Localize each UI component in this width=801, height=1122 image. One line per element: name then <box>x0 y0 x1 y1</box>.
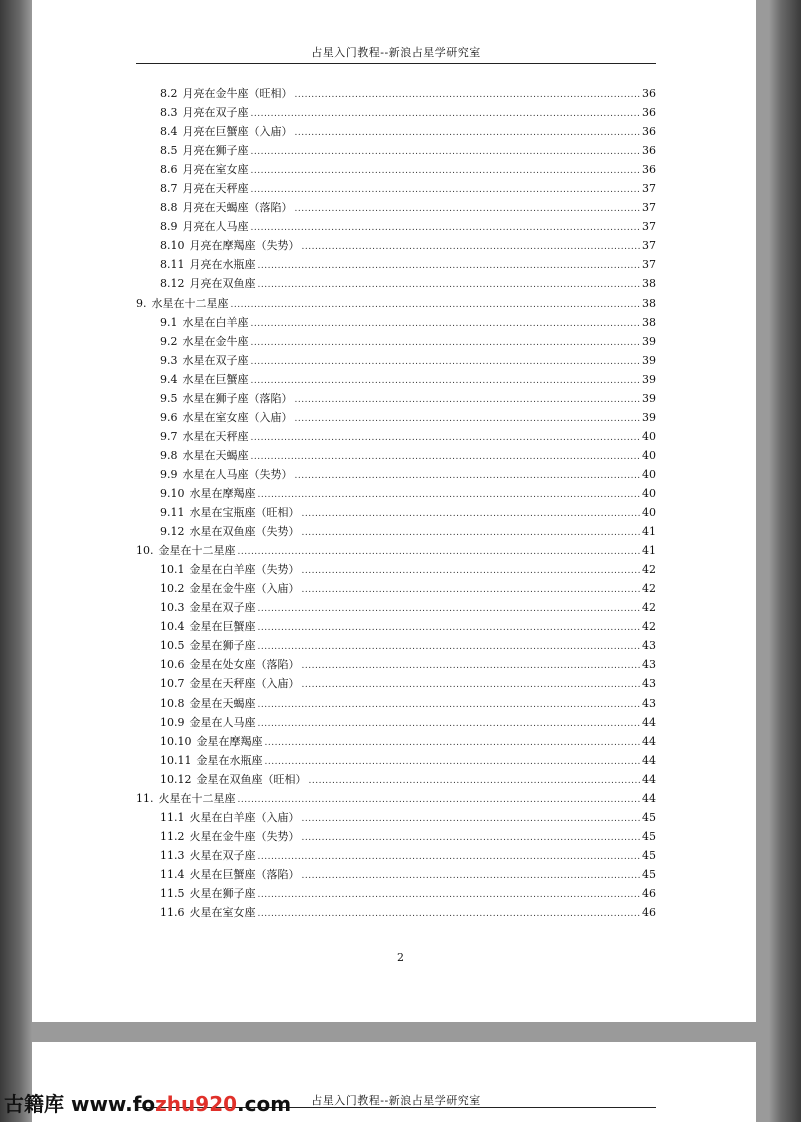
toc-entry-number: 9.7 <box>160 429 178 443</box>
toc-entry-number: 8.11 <box>160 258 185 272</box>
toc-entry-number: 11.1 <box>160 810 185 824</box>
toc-entry-page: 45 <box>642 810 656 824</box>
toc-dot-leader <box>238 795 641 805</box>
toc-entry[interactable] <box>136 237 656 256</box>
toc-entry[interactable] <box>136 314 656 333</box>
toc-dot-leader <box>258 909 641 919</box>
toc-entry-number: 10.5 <box>160 639 185 653</box>
toc-entry-page: 43 <box>642 639 656 653</box>
toc-entry[interactable] <box>136 580 656 599</box>
toc-entry-page: 42 <box>642 601 656 615</box>
toc-entry-page: 44 <box>642 791 656 805</box>
toc-entry-number: 9.2 <box>160 334 178 348</box>
toc-entry-title: 月亮在室女座 <box>182 163 249 177</box>
toc-dot-leader <box>251 338 641 348</box>
toc-entry[interactable] <box>136 828 656 847</box>
toc-dot-leader <box>258 852 641 862</box>
toc-entry[interactable] <box>136 809 656 828</box>
toc-entry-number: 10.9 <box>160 715 185 729</box>
toc-entry-title: 水星在双子座 <box>182 353 249 367</box>
toc-entry-page: 41 <box>642 544 656 558</box>
toc-entry-number: 10.4 <box>160 620 185 634</box>
toc-entry[interactable] <box>136 752 656 771</box>
toc-entry[interactable] <box>136 352 656 371</box>
toc-entry-number: 10.12 <box>160 772 192 786</box>
table-of-contents <box>136 85 656 923</box>
toc-dot-leader <box>302 528 641 538</box>
toc-entry-page: 36 <box>642 87 656 100</box>
toc-entry-title: 月亮在双子座 <box>182 106 249 120</box>
toc-entry-title: 火星在室女座 <box>189 906 256 920</box>
toc-entry-title: 水星在白羊座 <box>182 315 249 329</box>
toc-dot-leader <box>258 280 641 290</box>
next-page-running-header: 占星入门教程--新浪占星学研究室 <box>311 1094 481 1107</box>
toc-entry-number: 9.3 <box>160 353 178 367</box>
toc-entry-page: 42 <box>642 620 656 634</box>
toc-entry-title: 月亮在水瓶座 <box>189 258 256 272</box>
toc-entry[interactable] <box>136 656 656 675</box>
toc-dot-leader <box>302 680 641 690</box>
toc-dot-leader <box>258 261 641 271</box>
toc-dot-leader <box>302 585 641 595</box>
toc-entry-title: 金星在双子座 <box>189 601 256 615</box>
toc-entry[interactable] <box>136 599 656 618</box>
toc-entry-page: 40 <box>642 448 656 462</box>
toc-entry[interactable] <box>136 275 656 294</box>
toc-entry-page: 40 <box>642 429 656 443</box>
toc-entry-title: 金星在天秤座（入庙） <box>189 677 300 691</box>
toc-dot-leader <box>238 547 641 557</box>
header-rule <box>136 63 656 64</box>
toc-dot-leader <box>295 128 641 138</box>
page-number: 2 <box>397 951 404 964</box>
toc-entry-page: 36 <box>642 125 656 139</box>
toc-dot-leader <box>302 566 641 576</box>
toc-entry-page: 39 <box>642 334 656 348</box>
toc-entry-page: 37 <box>642 220 656 234</box>
toc-entry-page: 42 <box>642 563 656 577</box>
toc-entry-title: 月亮在摩羯座（失势） <box>189 239 300 253</box>
toc-entry[interactable] <box>136 885 656 904</box>
toc-entry-number: 8.8 <box>160 201 178 215</box>
toc-dot-leader <box>251 109 641 119</box>
toc-dot-leader <box>302 661 641 671</box>
toc-entry-page: 43 <box>642 696 656 710</box>
toc-entry-page: 38 <box>642 296 656 310</box>
toc-entry-title: 金星在处女座（落陷） <box>189 658 300 672</box>
toc-entry-title: 水星在双鱼座（失势） <box>189 525 300 539</box>
toc-entry-page: 37 <box>642 239 656 253</box>
toc-dot-leader <box>302 833 641 843</box>
toc-entry-page: 40 <box>642 467 656 481</box>
toc-entry-page: 40 <box>642 506 656 520</box>
toc-entry[interactable] <box>136 561 656 580</box>
toc-entry[interactable] <box>136 218 656 237</box>
toc-entry-number: 10. <box>136 544 154 558</box>
toc-entry-title: 金星在水瓶座 <box>196 753 263 767</box>
toc-entry-page: 44 <box>642 734 656 748</box>
toc-entry-title: 金星在金牛座（入庙） <box>189 582 300 596</box>
toc-entry[interactable] <box>136 428 656 447</box>
toc-entry-number: 10.6 <box>160 658 185 672</box>
toc-entry[interactable] <box>136 771 656 790</box>
toc-entry[interactable] <box>136 409 656 428</box>
toc-entry-page: 42 <box>642 582 656 596</box>
toc-entry-title: 火星在金牛座（失势） <box>189 829 300 843</box>
toc-entry[interactable] <box>136 637 656 656</box>
toc-entry-title: 金星在白羊座（失势） <box>189 563 300 577</box>
toc-entry-number: 8.2 <box>160 87 178 100</box>
toc-entry-title: 金星在十二星座 <box>158 544 236 558</box>
toc-entry[interactable] <box>136 542 656 561</box>
toc-entry[interactable] <box>136 733 656 752</box>
toc-entry-number: 8.7 <box>160 182 178 196</box>
toc-entry-title: 火星在狮子座 <box>189 886 256 900</box>
watermark-text-3: .com <box>237 1092 292 1116</box>
toc-entry[interactable] <box>136 180 656 199</box>
toc-entry-page: 37 <box>642 182 656 196</box>
toc-entry-number: 10.3 <box>160 601 185 615</box>
toc-dot-leader <box>251 147 641 157</box>
toc-entry-title: 月亮在天秤座 <box>182 182 249 196</box>
toc-entry-title: 水星在金牛座 <box>182 334 249 348</box>
toc-entry[interactable] <box>136 85 656 104</box>
toc-entry[interactable] <box>136 466 656 485</box>
toc-entry-page: 39 <box>642 372 656 386</box>
toc-entry-title: 水星在狮子座（落陷） <box>182 391 293 405</box>
toc-entry-title: 水星在室女座（入庙） <box>182 410 293 424</box>
toc-dot-leader <box>265 757 641 767</box>
toc-entry-number: 11.3 <box>160 848 185 862</box>
toc-entry-number: 10.8 <box>160 696 185 710</box>
toc-entry[interactable] <box>136 675 656 694</box>
toc-entry-page: 41 <box>642 525 656 539</box>
toc-dot-leader <box>251 357 641 367</box>
toc-dot-leader <box>302 509 641 519</box>
toc-entry[interactable] <box>136 104 656 123</box>
toc-entry[interactable] <box>136 371 656 390</box>
toc-dot-leader <box>309 776 641 786</box>
toc-entry-page: 44 <box>642 715 656 729</box>
toc-entry-page: 39 <box>642 353 656 367</box>
toc-dot-leader <box>265 738 641 748</box>
toc-entry-title: 月亮在巨蟹座（入庙） <box>182 125 293 139</box>
toc-entry[interactable] <box>136 161 656 180</box>
toc-entry[interactable] <box>136 447 656 466</box>
toc-entry-page: 43 <box>642 658 656 672</box>
toc-dot-leader <box>251 223 641 233</box>
toc-entry-title: 火星在巨蟹座（落陷） <box>189 867 300 881</box>
toc-entry[interactable] <box>136 618 656 637</box>
toc-entry-number: 9.11 <box>160 506 185 520</box>
toc-entry-number: 9.9 <box>160 467 178 481</box>
toc-entry-title: 水星在宝瓶座（旺相） <box>189 506 300 520</box>
toc-entry-title: 火星在双子座 <box>189 848 256 862</box>
watermark-text-2: zhu920 <box>155 1092 238 1116</box>
toc-dot-leader <box>302 871 641 881</box>
toc-entry-number: 10.7 <box>160 677 185 691</box>
toc-entry[interactable] <box>136 695 656 714</box>
toc-dot-leader <box>251 319 641 329</box>
toc-entry-title: 水星在人马座（失势） <box>182 467 293 481</box>
toc-entry-number: 9.10 <box>160 486 185 500</box>
toc-entry-title: 水星在十二星座 <box>151 296 229 310</box>
toc-entry-title: 金星在天蝎座 <box>189 696 256 710</box>
toc-dot-leader <box>251 166 641 176</box>
toc-dot-leader <box>302 814 641 824</box>
site-watermark <box>4 1088 291 1117</box>
toc-entry-page: 45 <box>642 848 656 862</box>
toc-entry-title: 月亮在狮子座 <box>182 144 249 158</box>
toc-entry-page: 39 <box>642 391 656 405</box>
toc-entry-title: 月亮在天蝎座（落陷） <box>182 201 293 215</box>
toc-entry-page: 46 <box>642 886 656 900</box>
toc-entry[interactable] <box>136 714 656 733</box>
toc-entry-title: 月亮在金牛座（旺相） <box>182 87 293 100</box>
toc-entry[interactable] <box>136 847 656 866</box>
toc-entry-title: 水星在巨蟹座 <box>182 372 249 386</box>
toc-entry-number: 8.4 <box>160 125 178 139</box>
toc-entry-number: 11.5 <box>160 886 185 900</box>
toc-dot-leader <box>258 719 641 729</box>
toc-entry-number: 10.1 <box>160 563 185 577</box>
toc-entry-number: 10.2 <box>160 582 185 596</box>
toc-entry[interactable] <box>136 123 656 142</box>
toc-dot-leader <box>258 700 641 710</box>
toc-entry-title: 金星在狮子座 <box>189 639 256 653</box>
toc-entry-page: 37 <box>642 201 656 215</box>
toc-dot-leader <box>295 395 641 405</box>
toc-entry-title: 月亮在双鱼座 <box>189 277 256 291</box>
toc-entry-page: 37 <box>642 258 656 272</box>
toc-entry-number: 9.4 <box>160 372 178 386</box>
toc-entry-page: 46 <box>642 906 656 920</box>
toc-entry[interactable] <box>136 523 656 542</box>
toc-entry-page: 38 <box>642 277 656 291</box>
toc-dot-leader <box>231 300 641 310</box>
toc-entry-title: 火星在十二星座 <box>158 791 236 805</box>
toc-entry-number: 11.4 <box>160 867 185 881</box>
toc-entry[interactable] <box>136 142 656 161</box>
toc-dot-leader <box>258 623 641 633</box>
toc-entry-page: 38 <box>642 315 656 329</box>
toc-entry-number: 9.1 <box>160 315 178 329</box>
toc-entry-number: 8.6 <box>160 163 178 177</box>
toc-entry-page: 44 <box>642 772 656 786</box>
toc-entry-page: 45 <box>642 829 656 843</box>
toc-entry-number: 9.8 <box>160 448 178 462</box>
toc-dot-leader <box>251 376 641 386</box>
toc-entry[interactable] <box>136 256 656 275</box>
toc-entry-title: 金星在人马座 <box>189 715 256 729</box>
toc-dot-leader <box>302 242 641 252</box>
toc-entry[interactable] <box>136 904 656 923</box>
toc-dot-leader <box>258 490 641 500</box>
toc-entry[interactable] <box>136 333 656 352</box>
toc-entry-number: 9.6 <box>160 410 178 424</box>
toc-entry-page: 36 <box>642 163 656 177</box>
toc-dot-leader <box>251 452 641 462</box>
toc-entry-page: 36 <box>642 144 656 158</box>
toc-entry[interactable] <box>136 866 656 885</box>
toc-entry-title: 金星在摩羯座 <box>196 734 263 748</box>
running-header: 占星入门教程--新浪占星学研究室 <box>311 46 481 59</box>
toc-entry-number: 11.6 <box>160 906 185 920</box>
toc-dot-leader <box>251 185 641 195</box>
toc-entry[interactable] <box>136 504 656 523</box>
toc-entry-number: 11.2 <box>160 829 185 843</box>
toc-entry[interactable] <box>136 295 656 314</box>
toc-entry[interactable] <box>136 199 656 218</box>
toc-entry-number: 9.12 <box>160 525 185 539</box>
toc-entry-number: 10.10 <box>160 734 192 748</box>
toc-entry-title: 水星在天蝎座 <box>182 448 249 462</box>
toc-dot-leader <box>295 90 641 100</box>
toc-entry-title: 金星在巨蟹座 <box>189 620 256 634</box>
toc-dot-leader <box>295 414 641 424</box>
toc-entry-page: 36 <box>642 106 656 120</box>
toc-entry-number: 8.10 <box>160 239 185 253</box>
toc-entry[interactable] <box>136 485 656 504</box>
toc-entry-title: 月亮在人马座 <box>182 220 249 234</box>
toc-dot-leader <box>258 890 641 900</box>
toc-entry-number: 8.9 <box>160 220 178 234</box>
toc-entry-page: 45 <box>642 867 656 881</box>
watermark-text-1: 古籍库 www.fo <box>4 1092 156 1116</box>
toc-entry-page: 43 <box>642 677 656 691</box>
toc-dot-leader <box>295 471 641 481</box>
toc-dot-leader <box>295 204 641 214</box>
toc-entry-title: 金星在双鱼座（旺相） <box>196 772 307 786</box>
toc-entry-number: 9. <box>136 296 147 310</box>
toc-entry[interactable] <box>136 390 656 409</box>
toc-entry-number: 10.11 <box>160 753 192 767</box>
toc-entry-page: 39 <box>642 410 656 424</box>
toc-entry[interactable] <box>136 790 656 809</box>
toc-entry-page: 40 <box>642 486 656 500</box>
toc-entry-number: 9.5 <box>160 391 178 405</box>
toc-entry-title: 水星在摩羯座 <box>189 486 256 500</box>
toc-dot-leader <box>258 642 641 652</box>
toc-dot-leader <box>258 604 641 614</box>
toc-entry-number: 8.3 <box>160 106 178 120</box>
toc-entry-title: 火星在白羊座（入庙） <box>189 810 300 824</box>
toc-entry-title: 水星在天秤座 <box>182 429 249 443</box>
toc-entry-page: 44 <box>642 753 656 767</box>
toc-dot-leader <box>251 433 641 443</box>
toc-entry-number: 8.12 <box>160 277 185 291</box>
toc-entry-number: 8.5 <box>160 144 178 158</box>
toc-entry-number: 11. <box>136 791 154 805</box>
